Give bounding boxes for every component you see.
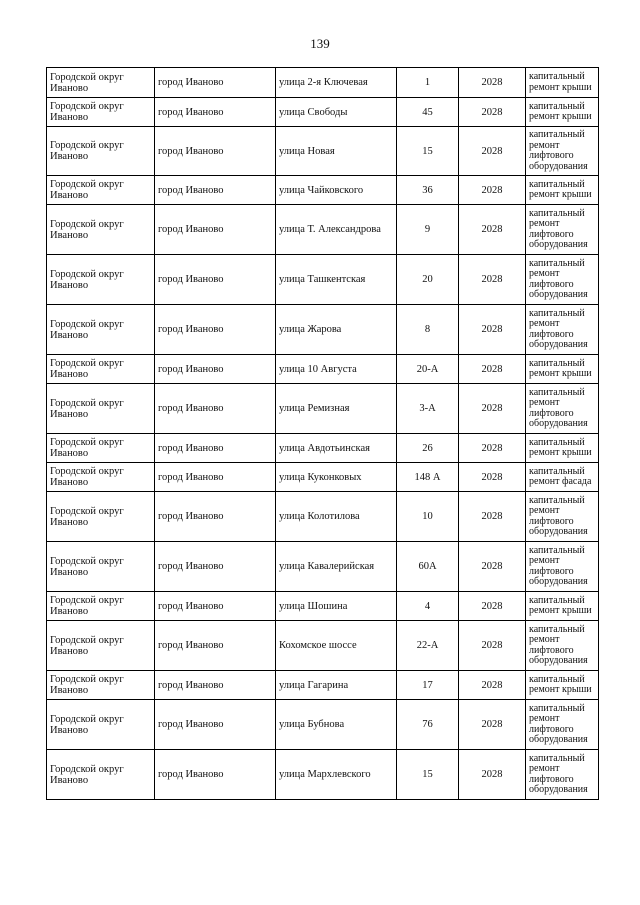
work-type-cell: капитальный ремонт лифтового оборудования [526,750,599,800]
table-row [47,98,599,127]
okrug-cell: Городской округ Иваново [47,492,155,542]
street-cell: улица Новая [276,127,397,176]
okrug-cell: Городской округ Иваново [47,205,155,255]
year-cell: 2028 [459,542,526,592]
table-row [47,68,599,98]
city-cell: город Иваново [155,592,276,621]
year-cell: 2028 [459,592,526,621]
street-cell: улица Гагарина [276,671,397,700]
year-cell: 2028 [459,255,526,305]
okrug-cell: Городской округ Иваново [47,434,155,463]
house-number-cell: 20 [397,255,459,305]
year-cell: 2028 [459,434,526,463]
city-cell: город Иваново [155,305,276,355]
okrug-cell: Городской округ Иваново [47,384,155,434]
work-type-cell: капитальный ремонт крыши [526,592,599,621]
table-row [47,176,599,205]
work-type-cell: капитальный ремонт лифтового оборудования [526,542,599,592]
year-cell: 2028 [459,355,526,384]
year-cell: 2028 [459,384,526,434]
city-cell: город Иваново [155,621,276,671]
year-cell: 2028 [459,621,526,671]
street-cell: улица Мархлевского [276,750,397,800]
street-cell: улица Бубнова [276,700,397,750]
house-number-cell: 3-А [397,384,459,434]
year-cell: 2028 [459,98,526,127]
okrug-cell: Городской округ Иваново [47,750,155,800]
year-cell: 2028 [459,700,526,750]
street-cell: улица Куконковых [276,463,397,492]
city-cell: город Иваново [155,127,276,176]
city-cell: город Иваново [155,542,276,592]
work-type-cell: капитальный ремонт фасада [526,463,599,492]
city-cell: город Иваново [155,671,276,700]
year-cell: 2028 [459,671,526,700]
street-cell: улица 10 Августа [276,355,397,384]
okrug-cell: Городской округ Иваново [47,592,155,621]
street-cell: улица Т. Александрова [276,205,397,255]
city-cell: город Иваново [155,176,276,205]
house-number-cell: 4 [397,592,459,621]
year-cell: 2028 [459,68,526,98]
year-cell: 2028 [459,463,526,492]
house-number-cell: 15 [397,127,459,176]
house-number-cell: 45 [397,98,459,127]
street-cell: улица Шошина [276,592,397,621]
okrug-cell: Городской округ Иваново [47,671,155,700]
year-cell: 2028 [459,305,526,355]
work-type-cell: капитальный ремонт лифтового оборудования [526,127,599,176]
okrug-cell: Городской округ Иваново [47,621,155,671]
table-row [47,384,599,434]
house-number-cell: 22-А [397,621,459,671]
table-row [47,750,599,800]
street-cell: улица Жарова [276,305,397,355]
house-number-cell: 15 [397,750,459,800]
house-number-cell: 1 [397,68,459,98]
house-number-cell: 17 [397,671,459,700]
table-row [47,255,599,305]
city-cell: город Иваново [155,750,276,800]
street-cell: Кохомское шоссе [276,621,397,671]
street-cell: улица Ремизная [276,384,397,434]
work-type-cell: капитальный ремонт крыши [526,671,599,700]
city-cell: город Иваново [155,700,276,750]
repair-schedule-table [46,67,599,800]
work-type-cell: капитальный ремонт лифтового оборудования [526,384,599,434]
work-type-cell: капитальный ремонт крыши [526,98,599,127]
street-cell: улица Кавалерийская [276,542,397,592]
work-type-cell: капитальный ремонт лифтового оборудования [526,492,599,542]
work-type-cell: капитальный ремонт лифтового оборудования [526,305,599,355]
work-type-cell: капитальный ремонт лифтового оборудования [526,621,599,671]
year-cell: 2028 [459,750,526,800]
street-cell: улица Колотилова [276,492,397,542]
year-cell: 2028 [459,492,526,542]
okrug-cell: Городской округ Иваново [47,305,155,355]
okrug-cell: Городской округ Иваново [47,68,155,98]
street-cell: улица Свободы [276,98,397,127]
table-row [47,592,599,621]
house-number-cell: 76 [397,700,459,750]
table-row [47,542,599,592]
table-row [47,205,599,255]
house-number-cell: 26 [397,434,459,463]
city-cell: город Иваново [155,68,276,98]
house-number-cell: 36 [397,176,459,205]
house-number-cell: 9 [397,205,459,255]
okrug-cell: Городской округ Иваново [47,463,155,492]
okrug-cell: Городской округ Иваново [47,176,155,205]
table-row [47,671,599,700]
work-type-cell: капитальный ремонт крыши [526,355,599,384]
city-cell: город Иваново [155,98,276,127]
city-cell: город Иваново [155,463,276,492]
work-type-cell: капитальный ремонт крыши [526,68,599,98]
city-cell: город Иваново [155,492,276,542]
work-type-cell: капитальный ремонт крыши [526,176,599,205]
house-number-cell: 148 А [397,463,459,492]
table-row [47,127,599,176]
okrug-cell: Городской округ Иваново [47,127,155,176]
city-cell: город Иваново [155,255,276,305]
work-type-cell: капитальный ремонт лифтового оборудования [526,205,599,255]
street-cell: улица Авдотьинская [276,434,397,463]
street-cell: улица 2-я Ключевая [276,68,397,98]
street-cell: улица Чайковского [276,176,397,205]
okrug-cell: Городской округ Иваново [47,255,155,305]
work-type-cell: капитальный ремонт лифтового оборудования [526,255,599,305]
city-cell: город Иваново [155,355,276,384]
city-cell: город Иваново [155,205,276,255]
city-cell: город Иваново [155,434,276,463]
okrug-cell: Городской округ Иваново [47,542,155,592]
work-type-cell: капитальный ремонт крыши [526,434,599,463]
table-row [47,621,599,671]
year-cell: 2028 [459,205,526,255]
house-number-cell: 10 [397,492,459,542]
okrug-cell: Городской округ Иваново [47,98,155,127]
table-row [47,434,599,463]
city-cell: город Иваново [155,384,276,434]
year-cell: 2028 [459,176,526,205]
okrug-cell: Городской округ Иваново [47,355,155,384]
page-number: 139 [310,36,330,51]
year-cell: 2028 [459,127,526,176]
house-number-cell: 60А [397,542,459,592]
house-number-cell: 8 [397,305,459,355]
house-number-cell: 20-А [397,355,459,384]
table-row [47,700,599,750]
table-row [47,355,599,384]
okrug-cell: Городской округ Иваново [47,700,155,750]
table-row [47,305,599,355]
table-row [47,492,599,542]
work-type-cell: капитальный ремонт лифтового оборудования [526,700,599,750]
table-row [47,463,599,492]
street-cell: улица Ташкентская [276,255,397,305]
table-body [47,68,599,800]
